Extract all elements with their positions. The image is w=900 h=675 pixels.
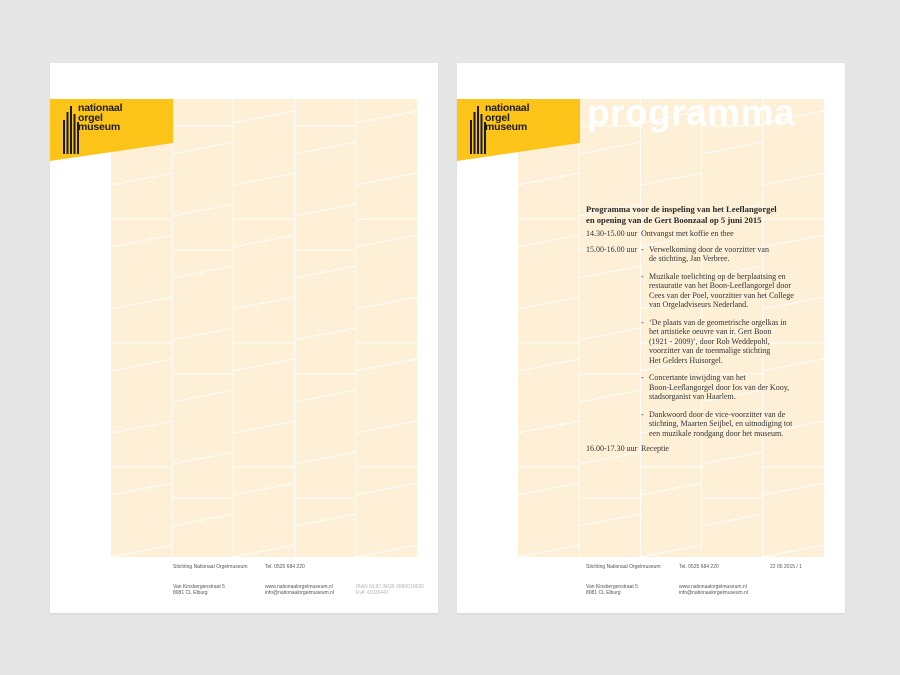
- pattern-diagonal-line: [111, 359, 172, 371]
- pattern-diagonal-line: [295, 390, 356, 402]
- schedule-line: een muzikale rondgang door het museum.: [649, 428, 784, 438]
- pattern-diagonal-line: [172, 328, 233, 340]
- schedule-line: stadsorganist van Haarlem.: [649, 392, 736, 401]
- pattern-diagonal-line: [518, 359, 579, 371]
- schedule-item: [649, 373, 826, 402]
- footer-address: Van Kinsbergenstraat 5: [586, 583, 638, 590]
- footer-postcode: 8081 CL Elburg: [173, 590, 208, 596]
- pattern-diagonal-line: [702, 452, 763, 464]
- pattern-diagonal-line: [518, 545, 579, 557]
- logo: [457, 99, 580, 161]
- pattern-diagonal-line: [702, 514, 763, 526]
- bullet-dash: -: [641, 317, 644, 327]
- program-title-line: Programma voor de inspeling van het Leeflangorgel: [586, 204, 777, 214]
- pattern-diagonal-line: [295, 266, 356, 278]
- program-sheet: [457, 63, 845, 613]
- schedule-item: [649, 318, 826, 366]
- logo-wordmark: [78, 104, 122, 133]
- footer-iban: IBAN NL82 INGB 0680010630: [356, 583, 424, 590]
- schedule-text: [641, 229, 826, 239]
- pattern-diagonal-line: [172, 514, 233, 526]
- footer-email[interactable]: info@nationaalorgelmuseum.nl: [265, 590, 335, 596]
- pattern-diagonal-line: [356, 173, 417, 185]
- schedule-item: [649, 272, 826, 310]
- schedule-line: van Orgeladviseurs Nederland.: [649, 300, 749, 309]
- pattern-diagonal-line: [111, 545, 172, 557]
- footer-web[interactable]: www.nationaalorgelmuseum.nl: [265, 583, 333, 590]
- footer-org: [586, 564, 660, 597]
- schedule-item: [649, 410, 826, 439]
- pattern-diagonal-line: [356, 297, 417, 309]
- schedule-line: Ontvangst met koffie en thee: [641, 229, 734, 238]
- schedule-row: [586, 410, 826, 439]
- schedule-time: 15.00-16.00 uur: [586, 244, 638, 254]
- schedule-line: Concertante inwijding van het: [649, 373, 746, 382]
- pattern-diagonal-line: [233, 421, 294, 433]
- pattern-diagonal-line: [172, 266, 233, 278]
- pattern-diagonal-line: [763, 173, 824, 185]
- logo: [50, 99, 173, 161]
- schedule-line: Muzikale toelichting op de herplaatsing en: [649, 271, 786, 281]
- footer-org-name: Stichting Nationaal Orgelmuseum: [586, 564, 661, 570]
- pattern-diagonal-line: [356, 421, 417, 433]
- pattern-diagonal-line: [233, 235, 294, 247]
- footer-web[interactable]: www.nationaalorgelmuseum.nl: [679, 583, 747, 590]
- schedule-line: Het Gelders Huisorgel.: [649, 355, 723, 365]
- pattern-diagonal-line: [763, 483, 824, 495]
- footer-email[interactable]: info@nationaalorgelmuseum.nl: [679, 590, 749, 596]
- footer-org-name: Stichting Nationaal Orgelmuseum: [173, 564, 248, 570]
- schedule-line: het artistieke oeuvre van ir. Gert Boon: [649, 327, 772, 336]
- organ-pipes-icon: [63, 106, 79, 154]
- pattern-diagonal-line: [172, 452, 233, 464]
- schedule-line: (1921 - 2009)’, door Rob Weddepohl,: [649, 336, 770, 346]
- schedule-line: Boon-Leeflangorgel door Ios van der Kooy,: [649, 382, 790, 392]
- logo-wordmark: [485, 104, 529, 133]
- schedule-row: [586, 229, 826, 239]
- pattern-diagonal-line: [295, 514, 356, 526]
- pattern-diagonal-line: [111, 483, 172, 495]
- schedule-line: Receptie: [641, 444, 669, 453]
- pattern-diagonal-line: [356, 235, 417, 247]
- pattern-diagonal-line: [295, 328, 356, 340]
- pattern-diagonal-line: [579, 452, 640, 464]
- schedule-row: [586, 373, 826, 402]
- logo-line: museum: [78, 121, 120, 133]
- pattern-diagonal-line: [356, 545, 417, 557]
- pattern-diagonal-line: [640, 483, 701, 495]
- pattern-diagonal-line: [518, 297, 579, 309]
- program-title-line: en opening van de Gert Boonzaal op 5 juni 2015: [586, 214, 762, 225]
- pattern-diagonal-line: [233, 483, 294, 495]
- pattern-diagonal-line: [295, 452, 356, 464]
- schedule-row: [586, 272, 826, 310]
- logo-line: orgel: [78, 111, 103, 124]
- program-title: [586, 204, 826, 225]
- schedule-line: Dankwoord door de vice-voorzitter van de: [649, 409, 786, 419]
- pattern-diagonal-line: [111, 421, 172, 433]
- footer-phone: Tel. 0525 684 220: [679, 564, 719, 570]
- footer-org: [173, 564, 247, 597]
- schedule-line: de stichting, Jan Verbree.: [649, 254, 730, 263]
- footer-contact: [679, 564, 748, 597]
- schedule-line: restauratie van het Boon-Leeflangorgel door: [649, 281, 792, 290]
- pattern-diagonal-line: [111, 297, 172, 309]
- pattern-diagonal-line: [111, 173, 172, 185]
- schedule-time: 16.00-17.30 uur: [586, 444, 638, 453]
- schedule-time: 14.30-15.00 uur: [586, 229, 638, 238]
- pattern-diagonal-line: [640, 545, 701, 557]
- schedule-text: [641, 444, 826, 454]
- schedule-line: Verwelkoming door de voorzitter van: [649, 244, 769, 254]
- pattern-diagonal-line: [356, 359, 417, 371]
- pattern-diagonal-line: [233, 297, 294, 309]
- pattern-diagonal-line: [640, 173, 701, 185]
- footer-bank: [356, 564, 424, 597]
- pattern-diagonal-line: [111, 235, 172, 247]
- footer-phone: Tel. 0525 684 220: [265, 564, 305, 570]
- pattern-diagonal-line: [233, 545, 294, 557]
- schedule-line: ‘De plaats van de geometrische orgelkas in: [649, 317, 787, 327]
- program-content: [586, 204, 826, 454]
- pattern-diagonal-line: [518, 173, 579, 185]
- organ-grid-lines: [111, 99, 417, 557]
- pattern-diagonal-line: [518, 235, 579, 247]
- schedule-line: stichting, Maarten Seijbel, en uitnodiging tot: [649, 419, 793, 428]
- pattern-diagonal-line: [518, 483, 579, 495]
- bullet-dash: -: [641, 373, 644, 382]
- schedule-row: [586, 245, 826, 264]
- schedule-line: Cees van der Poel, voorzitter van het College: [649, 290, 794, 300]
- organ-pipes-icon: [470, 106, 486, 154]
- schedule-row: [586, 444, 826, 454]
- pattern-diagonal-line: [356, 111, 417, 123]
- footer-postcode: 8081 CL Elburg: [586, 590, 621, 596]
- schedule-row: [586, 318, 826, 366]
- logo-line: museum: [485, 121, 527, 133]
- pattern-diagonal-line: [172, 142, 233, 154]
- footer-date-page: 22 05 2015 / 1: [770, 564, 802, 570]
- pattern-diagonal-line: [579, 142, 640, 154]
- schedule-item: [649, 245, 826, 264]
- bullet-dash: -: [641, 409, 644, 419]
- pattern-diagonal-line: [295, 142, 356, 154]
- pattern-diagonal-line: [356, 483, 417, 495]
- pattern-diagonal-line: [763, 545, 824, 557]
- logo-line: nationaal: [485, 102, 530, 114]
- pattern-diagonal-line: [702, 142, 763, 154]
- pattern-diagonal-line: [172, 390, 233, 402]
- pattern-diagonal-line: [233, 359, 294, 371]
- pattern-diagonal-line: [295, 204, 356, 216]
- footer-contact: [265, 564, 334, 597]
- pattern-diagonal-line: [233, 173, 294, 185]
- letterhead-sheet: [50, 63, 438, 613]
- logo-line: orgel: [485, 111, 510, 124]
- schedule-line: voorzitter van de toenmalige stichting: [649, 346, 771, 355]
- footer-date: [770, 564, 802, 571]
- footer-address: Van Kinsbergenstraat 5: [173, 583, 225, 590]
- pattern-diagonal-line: [233, 111, 294, 123]
- bullet-dash: -: [641, 271, 644, 281]
- footer-kvk: KvK 41036447: [356, 590, 389, 596]
- pattern-diagonal-line: [172, 204, 233, 216]
- logo-line: nationaal: [78, 102, 123, 114]
- pattern-diagonal-line: [518, 421, 579, 433]
- pattern-diagonal-line: [579, 514, 640, 526]
- program-header-word: programma: [587, 92, 796, 133]
- bullet-dash: -: [641, 244, 644, 254]
- geometric-pattern: [111, 99, 417, 557]
